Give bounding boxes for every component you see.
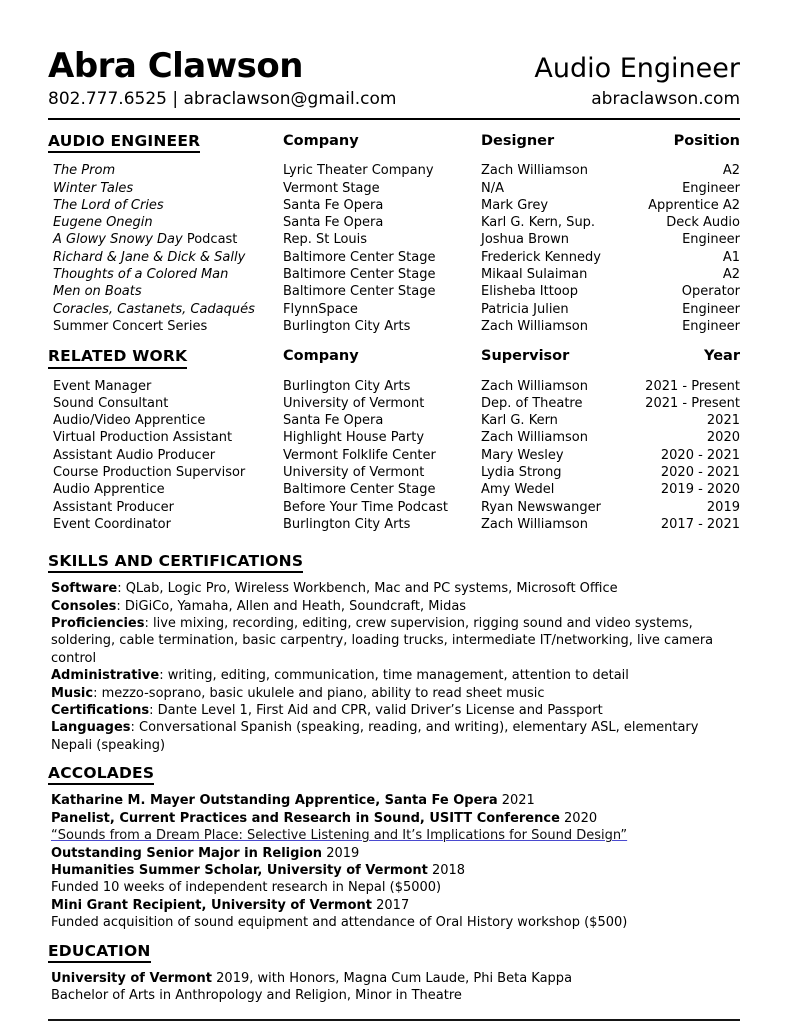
production-title: Winter Tales	[53, 180, 134, 196]
production-position: A2	[722, 163, 740, 179]
skill-line: Administrative: writing, editing, communication, time management, attention to detail	[51, 668, 629, 684]
production-title: The Lord of Cries	[53, 197, 164, 213]
production-title: Coracles, Castanets, Cadaqués	[53, 301, 255, 317]
job-supervisor: Lydia Strong	[481, 465, 562, 481]
job-company: Santa Fe Opera	[283, 413, 384, 429]
production-company: Baltimore Center Stage	[283, 284, 436, 300]
section-heading-related-work: RELATED WORK	[48, 348, 187, 368]
header-contact-row	[48, 89, 740, 109]
production-designer: Karl G. Kern, Sup.	[481, 215, 596, 231]
person-name: Abra Clawson	[48, 46, 303, 86]
job-role: Sound Consultant	[53, 395, 169, 411]
production-designer: Mikaal Sulaiman	[481, 267, 588, 283]
job-supervisor: Amy Wedel	[481, 482, 555, 498]
job-supervisor: Ryan Newswanger	[481, 499, 601, 515]
production-title: The Prom	[53, 163, 116, 179]
job-year: 2017 - 2021	[660, 516, 740, 532]
production-position: Deck Audio	[666, 215, 740, 231]
production-position: Engineer	[682, 232, 740, 248]
skill-line: Music: mezzo-soprano, basic ukulele and piano, ability to read sheet music	[51, 685, 545, 701]
accolade-line: Mini Grant Recipient, University of Vermont 2017	[51, 897, 410, 913]
skill-line: Software: QLab, Logic Pro, Wireless Workbench, Mac and PC systems, Microsoft Office	[51, 581, 618, 597]
production-title: Thoughts of a Colored Man	[53, 267, 229, 283]
job-company: Burlington City Arts	[283, 378, 411, 394]
job-year: 2021	[706, 413, 740, 429]
job-company: University of Vermont	[283, 465, 425, 481]
job-supervisor: Dep. of Theatre	[481, 395, 583, 411]
job-company: Before Your Time Podcast	[283, 499, 449, 515]
education-line: University of Vermont 2019, with Honors, Magna Cum Laude, Phi Beta Kappa	[51, 970, 573, 986]
skills-section	[48, 551, 740, 754]
production-company: Lyric Theater Company	[283, 163, 434, 179]
production-company: Santa Fe Opera	[283, 215, 384, 231]
audio-engineer-table	[48, 133, 740, 335]
column-header-designer: Designer	[481, 133, 555, 149]
column-header-year: Year	[704, 348, 740, 365]
header	[48, 46, 740, 86]
production-title: Eugene Onegin	[53, 215, 153, 231]
education-section	[48, 941, 740, 1005]
production-title: Richard & Jane & Dick & Sally	[53, 249, 246, 265]
job-supervisor: Mary Wesley	[481, 447, 564, 463]
production-position: Engineer	[682, 180, 740, 196]
production-designer: Zach Williamson	[481, 163, 589, 179]
skill-line: Certifications: Dante Level 1, First Aid and CPR, valid Driver’s License and Passport	[51, 703, 603, 719]
accolade-line: Katharine M. Mayer Outstanding Apprentice, Santa Fe Opera 2021	[51, 793, 535, 809]
job-year: 2019	[706, 499, 740, 515]
job-company: Highlight House Party	[283, 430, 425, 446]
accolades-section	[48, 763, 740, 931]
production-position: A1	[722, 249, 740, 265]
production-position: Engineer	[682, 318, 740, 334]
production-designer: Patricia Julien	[481, 301, 569, 317]
production-title: A Glowy Snowy Day Podcast	[53, 232, 238, 248]
job-company: University of Vermont	[283, 395, 425, 411]
accolade-detail: Funded 10 weeks of independent research in Nepal ($5000)	[51, 880, 442, 896]
job-year: 2019 - 2020	[660, 482, 740, 498]
production-company: FlynnSpace	[283, 301, 358, 317]
job-role: Virtual Production Assistant	[53, 430, 233, 446]
production-title: Men on Boats	[53, 284, 142, 300]
production-position: A2	[722, 267, 740, 283]
job-year: 2020 - 2021	[660, 465, 740, 481]
column-header-supervisor: Supervisor	[481, 348, 570, 365]
person-title: Audio Engineer	[534, 53, 740, 84]
accolade-line: Humanities Summer Scholar, University of Vermont 2018	[51, 862, 466, 878]
website: abraclawson.com	[591, 89, 740, 109]
production-title: Summer Concert Series	[53, 318, 208, 334]
production-designer: N/A	[481, 180, 504, 196]
job-role: Event Manager	[53, 378, 152, 394]
accolade-line: Panelist, Current Practices and Research in Sound, USITT Conference 2020	[51, 810, 598, 826]
production-designer: Frederick Kennedy	[481, 249, 601, 265]
job-company: Baltimore Center Stage	[283, 482, 436, 498]
job-supervisor: Zach Williamson	[481, 430, 589, 446]
job-supervisor: Karl G. Kern	[481, 413, 558, 429]
production-company: Rep. St Louis	[283, 232, 368, 248]
production-position: Apprentice A2	[648, 197, 740, 213]
skill-line: Languages: Conversational Spanish (speaking, reading, and writing), elementary ASL, elementary Nepali (speaking)	[51, 720, 699, 753]
contact-line: 802.777.6525 | abraclawson@gmail.com	[48, 89, 397, 109]
production-company: Baltimore Center Stage	[283, 249, 436, 265]
divider-top	[48, 118, 740, 120]
job-role: Audio/Video Apprentice	[53, 413, 206, 429]
production-designer: Joshua Brown	[481, 232, 569, 248]
section-heading-audio-engineer: AUDIO ENGINEER	[48, 133, 200, 153]
section-heading-skills: SKILLS AND CERTIFICATIONS	[48, 552, 303, 573]
production-designer: Elisheba Ittoop	[481, 284, 578, 300]
accolade-detail: Funded acquisition of sound equipment and attendance of Oral History workshop ($500)	[51, 915, 628, 931]
accolade-line	[51, 827, 740, 844]
job-role: Course Production Supervisor	[53, 465, 246, 481]
related-work-table	[48, 348, 740, 533]
accolade-line: Outstanding Senior Major in Religion 2019	[51, 845, 360, 861]
production-company: Santa Fe Opera	[283, 197, 384, 213]
column-header-company: Company	[283, 133, 359, 149]
column-header-company: Company	[283, 348, 359, 365]
production-company: Baltimore Center Stage	[283, 267, 436, 283]
job-role: Assistant Audio Producer	[53, 447, 216, 463]
job-role: Event Coordinator	[53, 516, 171, 532]
skill-line: Consoles: DiGiCo, Yamaha, Allen and Heath, Soundcraft, Midas	[51, 598, 467, 614]
job-role: Audio Apprentice	[53, 482, 165, 498]
production-company: Burlington City Arts	[283, 318, 411, 334]
job-year: 2021 - Present	[645, 378, 740, 394]
job-year: 2020 - 2021	[660, 447, 740, 463]
production-position: Operator	[681, 284, 740, 300]
job-role: Assistant Producer	[53, 499, 174, 515]
section-heading-accolades: ACCOLADES	[48, 764, 154, 785]
production-designer: Mark Grey	[481, 197, 549, 213]
job-supervisor: Zach Williamson	[481, 378, 589, 394]
education-line: Bachelor of Arts in Anthropology and Religion, Minor in Theatre	[51, 987, 462, 1003]
job-year: 2020	[706, 430, 740, 446]
production-position: Engineer	[682, 301, 740, 317]
production-designer: Zach Williamson	[481, 318, 589, 334]
divider-bottom	[48, 1019, 740, 1021]
job-company: Vermont Folklife Center	[283, 447, 436, 463]
production-company: Vermont Stage	[283, 180, 380, 196]
column-header-position: Position	[673, 133, 740, 149]
paper-hyperlink[interactable]: “Sounds from a Dream Place: Selective Listening and It’s Implications for Sound Design”	[51, 828, 628, 844]
job-supervisor: Zach Williamson	[481, 516, 589, 532]
job-company: Burlington City Arts	[283, 516, 411, 532]
section-heading-education: EDUCATION	[48, 942, 151, 963]
job-year: 2021 - Present	[645, 395, 740, 411]
skill-line: Proficiencies: live mixing, recording, editing, crew supervision, rigging sound and video systems, soldering, cable termination, basic carpentry, loading trucks, intermediate IT/networking, live camera control	[51, 616, 714, 666]
